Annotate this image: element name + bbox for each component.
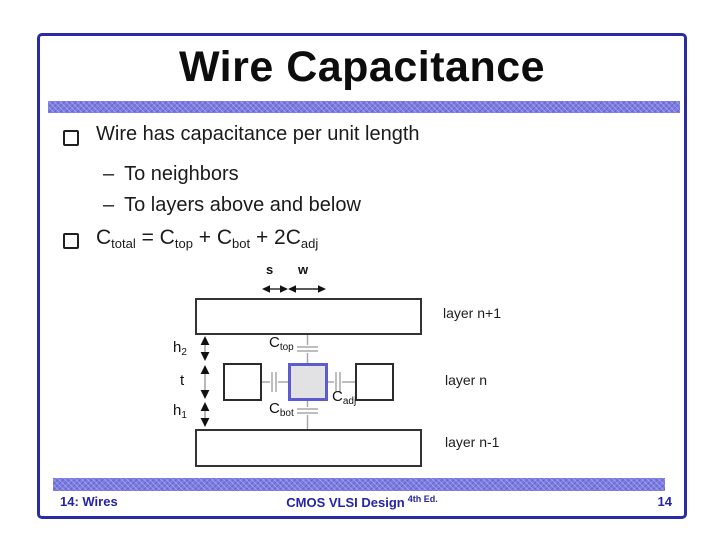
footer-book-title xyxy=(40,494,684,510)
h1-base: h xyxy=(173,402,182,419)
page-title: Wire Capacitance xyxy=(178,43,546,91)
footer-edition: 4th Ed. xyxy=(407,494,438,504)
layer-n-plus-1-label: layer n+1 xyxy=(443,305,501,321)
w-dimension-label: w xyxy=(298,262,309,277)
s-dimension-arrow xyxy=(262,285,288,293)
cadj-sub: adj xyxy=(342,396,357,407)
h1-dimension-label xyxy=(173,402,187,421)
footer-book-name: CMOS VLSI Design xyxy=(286,495,405,510)
layer-n-minus-1-label: layer n-1 xyxy=(445,434,500,450)
formula-subscript: total xyxy=(111,236,136,251)
bullet-item-1: Wire has capacitance per unit length xyxy=(96,123,420,145)
cadj-label xyxy=(332,388,356,407)
sub-bullet-2-label: To layers above and below xyxy=(124,194,361,216)
ctop-capacitor-icon xyxy=(297,335,318,363)
s-dimension-label: s xyxy=(266,262,274,277)
ctop-label xyxy=(269,334,294,353)
h2-sub: 2 xyxy=(181,347,187,358)
formula-term: = C xyxy=(135,226,175,249)
sub-bullet-2 xyxy=(103,194,361,217)
ctop-base: C xyxy=(269,334,280,351)
w-dimension-arrow xyxy=(288,285,326,293)
sub-bullet-1-label: To neighbors xyxy=(124,163,239,185)
slide-frame xyxy=(37,33,687,519)
bullet-square-icon xyxy=(63,130,79,146)
t-dimension-arrow xyxy=(201,365,210,399)
t-dimension-label: t xyxy=(180,372,185,389)
formula-term: C xyxy=(96,226,112,249)
formula-term: + 2C xyxy=(250,226,301,249)
bullet-square-icon xyxy=(63,233,79,249)
layer-n-label: layer n xyxy=(445,372,488,388)
h1-sub: 1 xyxy=(181,410,187,421)
h2-base: h xyxy=(173,339,182,356)
cbot-label xyxy=(269,400,294,419)
cbot-base: C xyxy=(269,400,280,417)
h1-dimension-arrow xyxy=(201,402,210,427)
title-divider-bar xyxy=(48,101,680,113)
diagram-arrows-capacitors xyxy=(160,256,440,471)
formula-subscript: top xyxy=(174,236,193,251)
footer-divider-bar xyxy=(53,478,665,491)
capacitance-formula xyxy=(96,226,318,251)
sub-bullet-1 xyxy=(103,163,239,186)
footer-page-number: 14 xyxy=(657,494,672,509)
cbot-capacitor-icon xyxy=(297,401,318,429)
cadj-left-capacitor-icon xyxy=(262,372,288,392)
h2-dimension-label xyxy=(173,339,187,358)
cadj-base: C xyxy=(332,388,343,405)
dash-marker: – xyxy=(103,163,115,185)
cbot-sub: bot xyxy=(279,408,294,419)
formula-subscript: bot xyxy=(232,236,251,251)
dash-marker: – xyxy=(103,194,115,216)
formula-term: + C xyxy=(192,226,233,249)
ctop-sub: top xyxy=(279,342,294,353)
formula-subscript: adj xyxy=(300,236,319,251)
h2-dimension-arrow xyxy=(201,336,210,361)
footer-lecture-title: 14: Wires xyxy=(60,494,118,509)
